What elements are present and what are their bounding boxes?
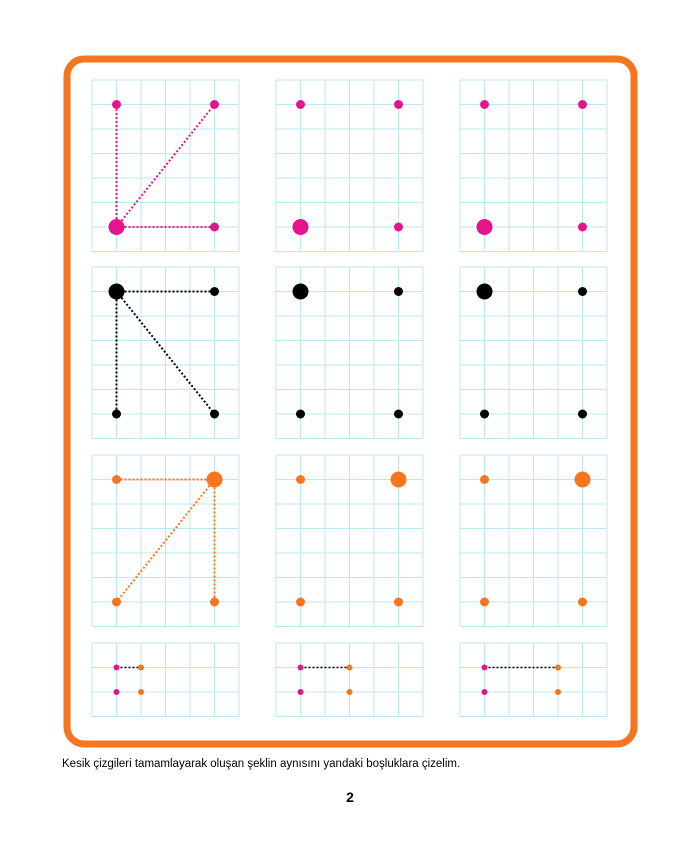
- dot: [296, 475, 305, 484]
- start-dot-large: [293, 284, 309, 300]
- start-dot-large: [293, 219, 309, 235]
- start-dot-large: [477, 219, 493, 235]
- dot: [394, 100, 403, 109]
- dot: [555, 689, 561, 695]
- dot: [112, 475, 121, 484]
- dot: [298, 689, 304, 695]
- dot: [482, 689, 488, 695]
- dot: [296, 598, 305, 607]
- dot: [210, 223, 219, 232]
- dot: [394, 598, 403, 607]
- start-dot-large: [109, 284, 125, 300]
- dot: [347, 665, 353, 671]
- start-dot-large: [207, 472, 223, 488]
- dot: [394, 410, 403, 419]
- dot: [578, 287, 587, 296]
- dot: [112, 410, 121, 419]
- dot: [480, 410, 489, 419]
- dot: [480, 100, 489, 109]
- instruction-text: Kesik çizgileri tamamlayarak oluşan şeklin aynısını yandaki boşluklara çizelim.: [62, 758, 461, 770]
- dot: [138, 665, 144, 671]
- dot: [347, 689, 353, 695]
- page-number: 2: [346, 789, 354, 805]
- dot: [112, 598, 121, 607]
- dot: [296, 410, 305, 419]
- dot: [114, 665, 120, 671]
- start-dot-large: [109, 219, 125, 235]
- start-dot-large: [575, 472, 591, 488]
- dot: [578, 100, 587, 109]
- dot: [578, 598, 587, 607]
- dot: [210, 100, 219, 109]
- dot: [394, 287, 403, 296]
- dot: [480, 598, 489, 607]
- orange-frame: [67, 59, 634, 744]
- exercise-panels: [92, 80, 607, 717]
- dot: [578, 223, 587, 232]
- dot: [210, 287, 219, 296]
- dot: [210, 410, 219, 419]
- dot: [555, 665, 561, 671]
- dot: [114, 689, 120, 695]
- dot: [210, 598, 219, 607]
- dot: [482, 665, 488, 671]
- start-dot-large: [391, 472, 407, 488]
- dot: [296, 100, 305, 109]
- dot: [138, 689, 144, 695]
- dot: [394, 223, 403, 232]
- dot: [112, 100, 121, 109]
- start-dot-large: [477, 284, 493, 300]
- dot: [578, 410, 587, 419]
- dot: [298, 665, 304, 671]
- dot: [480, 475, 489, 484]
